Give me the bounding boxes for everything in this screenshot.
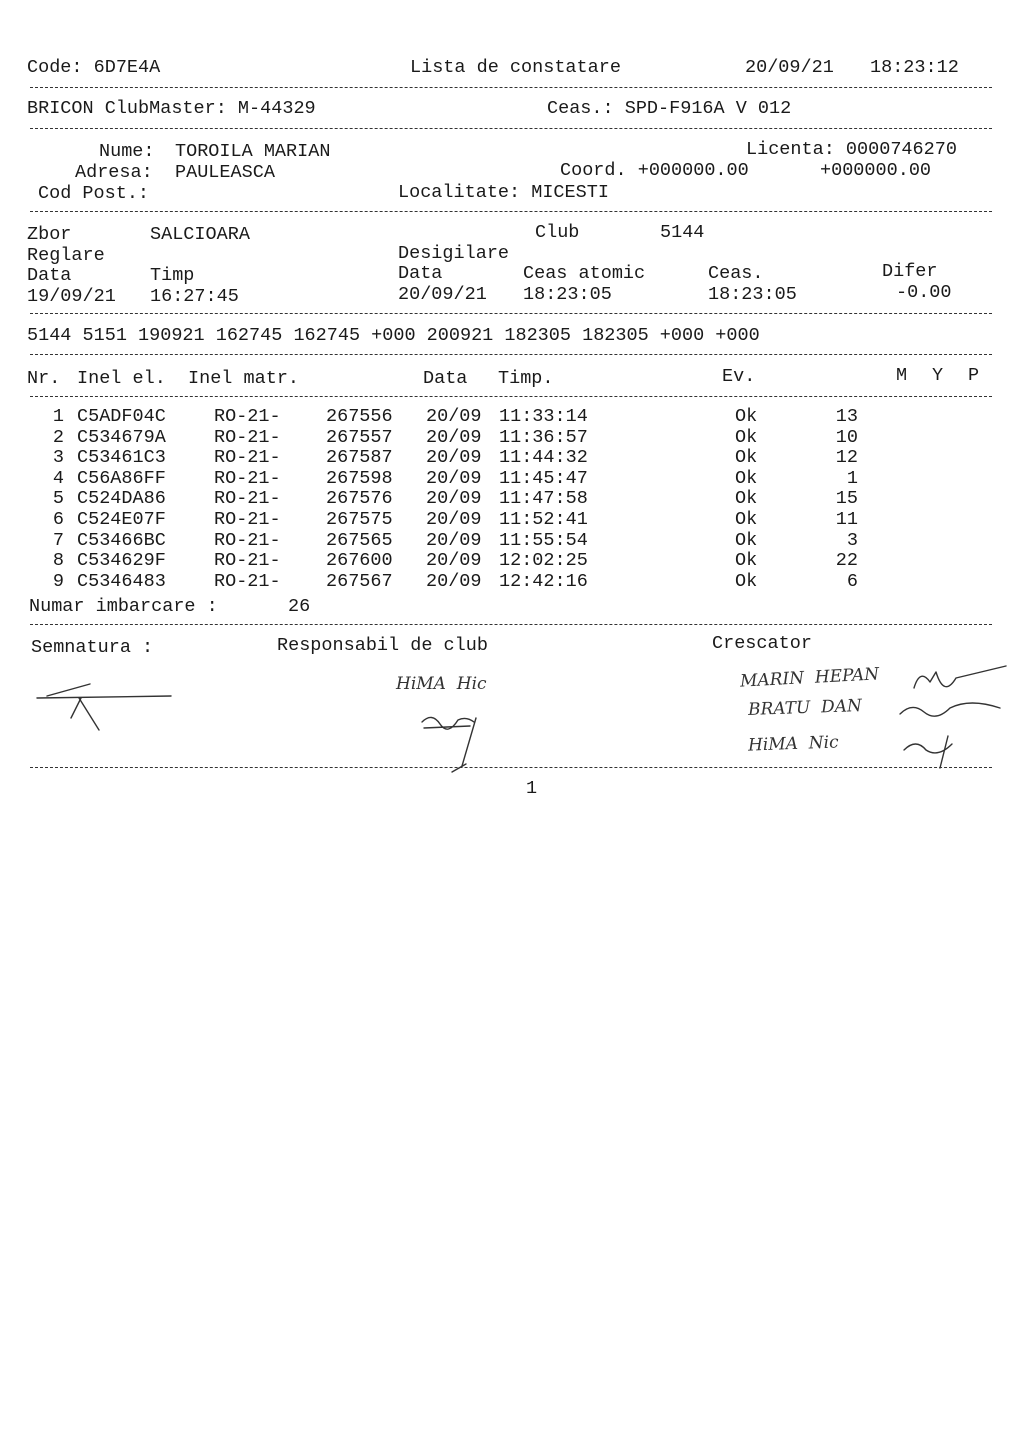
row-nr: 2 <box>52 426 64 448</box>
col-nr: Nr. <box>27 368 61 389</box>
document-title: Lista de constatare <box>410 57 621 78</box>
imbarcare-label: Numar imbarcare : <box>29 596 218 617</box>
club-label: Club <box>535 222 580 243</box>
row-ring-number: 267598 <box>326 467 393 489</box>
row-ring-prefix: RO-21- <box>214 426 281 448</box>
row-inel-el: C524DA86 <box>77 488 166 510</box>
ceas-label: Ceas. <box>708 263 764 284</box>
row-ring-prefix: RO-21- <box>214 550 281 572</box>
row-m: 11 <box>835 509 858 530</box>
row-m: 22 <box>835 550 858 572</box>
row-m: 10 <box>835 426 858 448</box>
row-ring-number: 267576 <box>326 488 393 510</box>
nume-label: Nume: <box>99 141 155 162</box>
reglare-timp: 16:27:45 <box>150 286 239 307</box>
col-m: M <box>896 365 908 386</box>
signature-mark <box>35 668 185 738</box>
row-inel-el: C524E07F <box>77 509 166 530</box>
responsabil-label: Responsabil de club <box>277 635 488 656</box>
divider <box>30 767 992 768</box>
desigilare-label: Desigilare <box>398 243 510 264</box>
row-m: 1 <box>846 467 858 489</box>
divider <box>30 211 992 212</box>
row-nr: 5 <box>52 488 64 510</box>
row-ev: Ok <box>735 467 758 489</box>
row-ev: Ok <box>735 529 758 551</box>
col-y: Y <box>932 365 944 386</box>
row-time: 11:47:58 <box>499 488 588 510</box>
row-inel-el: C56A86FF <box>77 467 166 489</box>
row-ring-prefix: RO-21- <box>214 509 281 530</box>
row-date: 20/09 <box>426 488 482 510</box>
row-ev: Ok <box>735 426 758 448</box>
row-ring-number: 267565 <box>326 529 393 551</box>
row-m: 12 <box>835 447 858 469</box>
document-code: Code: 6D7E4A <box>27 57 161 78</box>
adresa-value: PAULEASCA <box>175 162 275 183</box>
row-time: 12:42:16 <box>499 570 588 592</box>
col-timp: Timp. <box>498 368 554 389</box>
row-ev: Ok <box>735 406 758 427</box>
row-ring-number: 267600 <box>326 550 393 572</box>
ceas-atomic-value: 18:23:05 <box>523 284 612 305</box>
difer-value: -0.00 <box>896 282 952 303</box>
row-ring-number: 267556 <box>326 406 393 427</box>
reglare-timp-label: Timp <box>150 265 195 286</box>
row-time: 12:02:25 <box>499 550 588 572</box>
handwritten-cres-name-1: MARIN HEPAN <box>739 664 880 692</box>
row-nr: 1 <box>52 406 64 427</box>
col-p: P <box>968 365 980 386</box>
header-date: 20/09/21 <box>745 57 834 78</box>
coord: Coord. +000000.00 <box>560 160 749 181</box>
divider <box>30 128 992 129</box>
row-m: 13 <box>835 406 858 427</box>
row-time: 11:36:57 <box>499 426 588 448</box>
difer-label: Difer <box>882 261 938 282</box>
col-inel-el: Inel el. <box>77 368 166 389</box>
reglare-data-label: Data <box>27 265 72 286</box>
row-date: 20/09 <box>426 509 482 530</box>
row-ring-number: 267567 <box>326 570 393 592</box>
row-nr: 4 <box>52 467 64 489</box>
row-inel-el: C534629F <box>77 550 166 572</box>
reglare-data: 19/09/21 <box>27 286 116 307</box>
row-time: 11:33:14 <box>499 406 588 427</box>
row-inel-el: C53461C3 <box>77 447 166 469</box>
row-time: 11:45:47 <box>499 467 588 489</box>
row-inel-el: C5346483 <box>77 570 166 592</box>
handwritten-cres-name-2: BRATU DAN <box>747 696 863 720</box>
row-nr: 9 <box>52 570 64 592</box>
row-m: 15 <box>835 488 858 510</box>
col-inel-matr: Inel matr. <box>188 368 300 389</box>
coord-second: +000000.00 <box>820 160 932 181</box>
divider <box>30 396 992 397</box>
adresa-label: Adresa: <box>75 162 153 183</box>
row-ev: Ok <box>735 550 758 572</box>
row-date: 20/09 <box>426 426 482 448</box>
row-date: 20/09 <box>426 570 482 592</box>
licenta: Licenta: 0000746270 <box>746 139 957 160</box>
reglare-label: Reglare <box>27 245 105 266</box>
row-time: 11:52:41 <box>499 509 588 530</box>
row-ring-prefix: RO-21- <box>214 488 281 510</box>
divider <box>30 624 992 625</box>
cod-post-label: Cod Post.: <box>38 183 150 204</box>
handwritten-resp-name: HiMA Hic <box>396 674 487 694</box>
row-m: 3 <box>846 529 858 551</box>
ceas-value: 18:23:05 <box>708 284 797 305</box>
signature-scribble <box>900 658 1015 778</box>
row-inel-el: C5ADF04C <box>77 406 166 427</box>
divider <box>30 87 992 88</box>
header-time: 18:23:12 <box>870 57 959 78</box>
club-value: 5144 <box>660 222 705 243</box>
nume-value: TOROILA MARIAN <box>175 141 331 162</box>
row-ring-number: 267587 <box>326 447 393 469</box>
clubmaster: BRICON ClubMaster: M-44329 <box>27 98 316 119</box>
row-ev: Ok <box>735 447 758 469</box>
row-ring-number: 267557 <box>326 426 393 448</box>
row-ev: Ok <box>735 509 758 530</box>
row-date: 20/09 <box>426 529 482 551</box>
row-ring-prefix: RO-21- <box>214 467 281 489</box>
row-nr: 3 <box>52 447 64 469</box>
page-number: 1 <box>526 778 538 799</box>
row-m: 6 <box>846 570 858 592</box>
row-ev: Ok <box>735 570 758 592</box>
crescator-label: Crescator <box>712 633 812 654</box>
zbor-value: SALCIOARA <box>150 224 250 245</box>
row-inel-el: C534679A <box>77 426 166 448</box>
row-time: 11:55:54 <box>499 529 588 551</box>
row-ev: Ok <box>735 488 758 510</box>
desigilare-data-label: Data <box>398 263 443 284</box>
row-time: 11:44:32 <box>499 447 588 469</box>
col-ev: Ev. <box>722 366 756 387</box>
ceas-atomic-label: Ceas atomic <box>523 263 646 284</box>
row-nr: 7 <box>52 529 64 551</box>
row-date: 20/09 <box>426 467 482 489</box>
clock-id: Ceas.: SPD-F916A V 012 <box>547 98 792 119</box>
divider <box>30 354 992 355</box>
row-date: 20/09 <box>426 550 482 572</box>
zbor-label: Zbor <box>27 224 72 245</box>
handwritten-cres-name-3: HiMA Nic <box>747 732 839 756</box>
row-inel-el: C53466BC <box>77 529 166 551</box>
row-date: 20/09 <box>426 447 482 469</box>
code-line: 5144 5151 190921 162745 162745 +000 200921 182305 182305 +000 +000 <box>27 325 760 346</box>
row-nr: 6 <box>52 509 64 530</box>
col-data: Data <box>423 368 468 389</box>
row-nr: 8 <box>52 550 64 572</box>
signature-scribble <box>418 702 498 772</box>
row-ring-number: 267575 <box>326 509 393 530</box>
row-ring-prefix: RO-21- <box>214 406 281 427</box>
row-date: 20/09 <box>426 406 482 427</box>
row-ring-prefix: RO-21- <box>214 570 281 592</box>
semnatura-label: Semnatura : <box>31 637 154 658</box>
localitate: Localitate: MICESTI <box>398 182 609 203</box>
desigilare-data: 20/09/21 <box>398 284 487 305</box>
row-ring-prefix: RO-21- <box>214 447 281 469</box>
row-ring-prefix: RO-21- <box>214 529 281 551</box>
imbarcare-value: 26 <box>288 596 311 617</box>
divider <box>30 313 992 314</box>
